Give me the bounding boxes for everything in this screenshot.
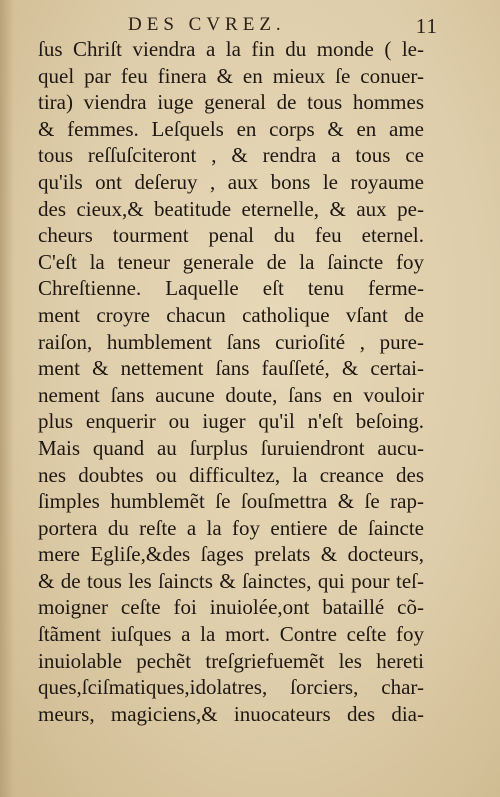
text-line: & femmes. Leſquels en corps & en ame: [38, 116, 424, 141]
text-line: qu'ils ont deſeruy , aux bons le royaume: [38, 169, 424, 194]
body-text: [38, 36, 424, 727]
text-line: cheurs tourment penal du feu eternel.: [38, 223, 424, 248]
text-line: C'eſt la teneur generale de la ſaincte foy: [38, 249, 424, 274]
text-line: raiſon, humblement ſans curioſité , pure-: [38, 329, 424, 354]
text-line: ment & nettement ſans fauſſeté, & certai-: [38, 356, 424, 381]
text-line: & de tous les ſaincts & ſainctes, qui pour teſ-: [38, 568, 424, 593]
text-line: moigner ceſte foi inuiolée,ont bataillé cõ-: [38, 595, 424, 620]
text-line: nes doubtes ou difficultez, la creance des: [38, 462, 424, 487]
text-line: meurs, magiciens,& inuocateurs des dia-: [38, 701, 424, 726]
text-line: des cieux,& beatitude eternelle, & aux pe-: [38, 196, 424, 221]
text-line: ſtãment iuſques a la mort. Contre ceſte foy: [38, 622, 424, 647]
text-line: tira) viendra iuge general de tous hommes: [38, 90, 424, 115]
text-line: plus enquerir ou iuger qu'il n'eſt beſoing.: [38, 409, 424, 434]
text-line: Mais quand au ſurplus ſuruiendront aucu-: [38, 435, 424, 460]
text-line: mere Egliſe,&des ſages prelats & docteurs,: [38, 542, 424, 567]
text-line: ques,ſciſmatiques,idolatres, ſorciers, char-: [38, 675, 424, 700]
text-line: quel par feu finera & en mieux ſe conuer-: [38, 63, 424, 88]
text-line: ſus Chriſt viendra a la fin du monde ( le-: [38, 37, 424, 61]
text-line: portera du reſte a la foy entiere de ſaincte: [38, 515, 424, 540]
page-number: 11: [415, 14, 438, 38]
text-line: tous reſſuſciteront , & rendra a tous ce: [38, 143, 424, 168]
text-line: ment croyre chacun catholique vſant de: [38, 302, 424, 327]
text-line: ſimples humblemẽt ſe ſouſmettra & ſe rap-: [38, 489, 424, 514]
text-line: inuiolable pechẽt treſgriefuemẽt les hereti: [38, 648, 424, 673]
text-line: nement ſans aucune doute, ſans en vouloir: [38, 382, 424, 407]
running-title: DES CVREZ.: [128, 14, 286, 35]
text-line: Chreſtienne. Laquelle eſt tenu ferme-: [38, 276, 424, 301]
